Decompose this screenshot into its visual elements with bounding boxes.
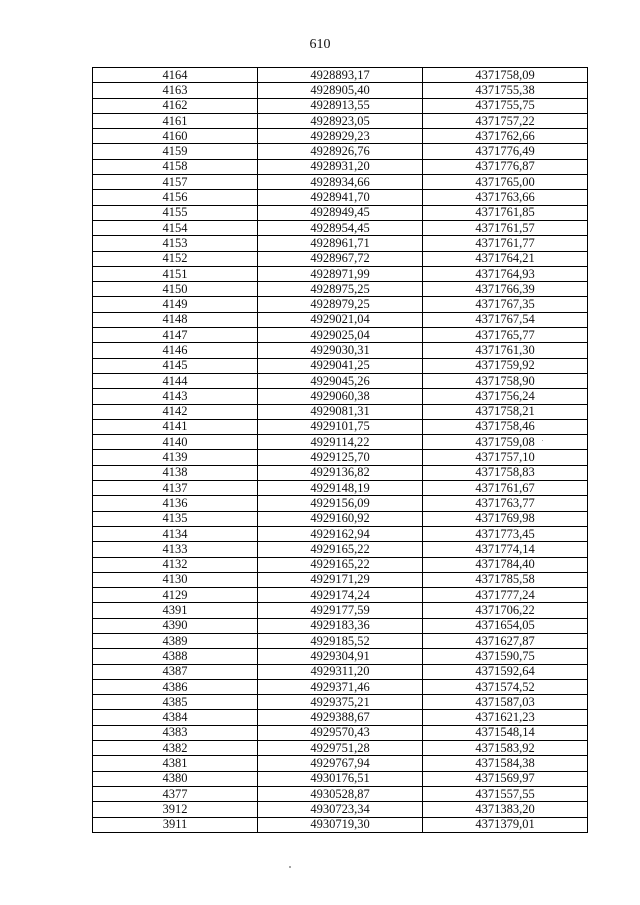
point-number-cell: 4383	[93, 725, 258, 740]
y-coordinate-cell: 4371590,75	[423, 649, 588, 664]
point-number-cell: 4388	[93, 649, 258, 664]
x-coordinate-cell: 4928931,20	[258, 159, 423, 174]
point-number-cell: 4158	[93, 159, 258, 174]
y-coordinate-cell: 4371583,92	[423, 741, 588, 756]
x-coordinate-cell: 4929165,22	[258, 542, 423, 557]
x-coordinate-cell: 4929060,38	[258, 389, 423, 404]
y-coordinate-cell: 4371548,14	[423, 725, 588, 740]
point-number-cell: 4133	[93, 542, 258, 557]
point-number-cell: 4145	[93, 358, 258, 373]
point-number-cell: 4380	[93, 771, 258, 786]
x-coordinate-cell: 4928975,25	[258, 282, 423, 297]
table-row	[93, 771, 588, 786]
x-coordinate-cell: 4928934,66	[258, 175, 423, 190]
table-row	[93, 328, 588, 343]
table-row	[93, 159, 588, 174]
y-coordinate-cell: 4371777,24	[423, 588, 588, 603]
y-coordinate-cell: 4371758,21	[423, 404, 588, 419]
y-coordinate-cell: 4371773,45	[423, 526, 588, 541]
table-row	[93, 511, 588, 526]
point-number-cell: 4153	[93, 236, 258, 251]
coordinates-table	[92, 67, 588, 833]
y-coordinate-cell: 4371757,22	[423, 113, 588, 128]
x-coordinate-cell: 4929165,22	[258, 557, 423, 572]
y-coordinate-cell: 4371767,35	[423, 297, 588, 312]
x-coordinate-cell: 4928954,45	[258, 220, 423, 235]
scan-speck	[289, 866, 291, 868]
table-row	[93, 144, 588, 159]
y-coordinate-cell: 4371765,00	[423, 175, 588, 190]
table-row	[93, 618, 588, 633]
x-coordinate-cell: 4928913,55	[258, 98, 423, 113]
y-coordinate-cell: 4371755,38	[423, 83, 588, 98]
y-coordinate-cell: 4371557,55	[423, 786, 588, 801]
y-coordinate-cell: 4371706,22	[423, 603, 588, 618]
table-row	[93, 496, 588, 511]
point-number-cell: 4164	[93, 68, 258, 83]
point-number-cell: 3911	[93, 817, 258, 832]
y-coordinate-cell: 4371762,66	[423, 129, 588, 144]
table-row	[93, 419, 588, 434]
x-coordinate-cell: 4929114,22	[258, 435, 423, 450]
y-coordinate-cell: 4371761,77	[423, 236, 588, 251]
x-coordinate-cell: 4929101,75	[258, 419, 423, 434]
x-coordinate-cell: 4929156,09	[258, 496, 423, 511]
x-coordinate-cell: 4929041,25	[258, 358, 423, 373]
table-row	[93, 343, 588, 358]
y-coordinate-cell: 4371785,58	[423, 572, 588, 587]
point-number-cell: 4137	[93, 481, 258, 496]
table-row	[93, 404, 588, 419]
point-number-cell: 4146	[93, 343, 258, 358]
table-row	[93, 389, 588, 404]
x-coordinate-cell: 4928979,25	[258, 297, 423, 312]
point-number-cell: 4162	[93, 98, 258, 113]
y-coordinate-cell: 4371761,57	[423, 220, 588, 235]
table-row	[93, 481, 588, 496]
x-coordinate-cell: 4929030,31	[258, 343, 423, 358]
y-coordinate-cell: 4371784,40	[423, 557, 588, 572]
x-coordinate-cell: 4929025,04	[258, 328, 423, 343]
x-coordinate-cell: 4928923,05	[258, 113, 423, 128]
point-number-cell: 4156	[93, 190, 258, 205]
table-row	[93, 205, 588, 220]
y-coordinate-cell: 4371587,03	[423, 695, 588, 710]
point-number-cell: 4151	[93, 266, 258, 281]
x-coordinate-cell: 4929388,67	[258, 710, 423, 725]
table-row	[93, 373, 588, 388]
y-coordinate-cell: 4371758,46	[423, 419, 588, 434]
y-coordinate-cell: 4371383,20	[423, 802, 588, 817]
y-coordinate-cell: 4371776,49	[423, 144, 588, 159]
x-coordinate-cell: 4929375,21	[258, 695, 423, 710]
table-row	[93, 450, 588, 465]
y-coordinate-cell: 4371569,97	[423, 771, 588, 786]
x-coordinate-cell: 4929183,36	[258, 618, 423, 633]
x-coordinate-cell: 4929304,91	[258, 649, 423, 664]
table-row	[93, 113, 588, 128]
table-row	[93, 220, 588, 235]
y-coordinate-cell: 4371763,77	[423, 496, 588, 511]
x-coordinate-cell: 4929751,28	[258, 741, 423, 756]
x-coordinate-cell: 4928967,72	[258, 251, 423, 266]
x-coordinate-cell: 4929160,92	[258, 511, 423, 526]
point-number-cell: 4149	[93, 297, 258, 312]
point-number-cell: 4150	[93, 282, 258, 297]
table-row	[93, 526, 588, 541]
y-coordinate-cell: 4371758,09	[423, 68, 588, 83]
table-row	[93, 633, 588, 648]
table-row	[93, 679, 588, 694]
table-row	[93, 557, 588, 572]
table-row	[93, 710, 588, 725]
point-number-cell: 4132	[93, 557, 258, 572]
point-number-cell: 4385	[93, 695, 258, 710]
y-coordinate-cell: 4371379,01	[423, 817, 588, 832]
table-row	[93, 603, 588, 618]
coordinates-table-body	[93, 68, 588, 833]
y-coordinate-cell: 4371776,87	[423, 159, 588, 174]
x-coordinate-cell: 4928926,76	[258, 144, 423, 159]
point-number-cell: 4135	[93, 511, 258, 526]
x-coordinate-cell: 4930723,34	[258, 802, 423, 817]
y-coordinate-cell: 4371766,39	[423, 282, 588, 297]
x-coordinate-cell: 4929185,52	[258, 633, 423, 648]
y-coordinate-cell: 4371759,92	[423, 358, 588, 373]
x-coordinate-cell: 4928929,23	[258, 129, 423, 144]
y-coordinate-cell: 4371574,52	[423, 679, 588, 694]
table-row	[93, 465, 588, 480]
table-row	[93, 664, 588, 679]
x-coordinate-cell: 4929177,59	[258, 603, 423, 618]
y-coordinate-cell: 4371654,05	[423, 618, 588, 633]
x-coordinate-cell: 4928971,99	[258, 266, 423, 281]
y-coordinate-cell: 4371763,66	[423, 190, 588, 205]
table-row	[93, 68, 588, 83]
point-number-cell: 4154	[93, 220, 258, 235]
table-row	[93, 725, 588, 740]
table-row	[93, 282, 588, 297]
x-coordinate-cell: 4929371,46	[258, 679, 423, 694]
x-coordinate-cell: 4930176,51	[258, 771, 423, 786]
table-row	[93, 695, 588, 710]
point-number-cell: 4141	[93, 419, 258, 434]
y-coordinate-cell: 4371755,75	[423, 98, 588, 113]
y-coordinate-cell: 4371761,85	[423, 205, 588, 220]
y-coordinate-cell: 4371769,98	[423, 511, 588, 526]
point-number-cell: 4155	[93, 205, 258, 220]
table-row	[93, 572, 588, 587]
y-coordinate-cell: 4371761,67	[423, 481, 588, 496]
x-coordinate-cell: 4930719,30	[258, 817, 423, 832]
point-number-cell: 4152	[93, 251, 258, 266]
table-row	[93, 297, 588, 312]
y-coordinate-cell: 4371592,64	[423, 664, 588, 679]
table-row	[93, 83, 588, 98]
x-coordinate-cell: 4929162,94	[258, 526, 423, 541]
point-number-cell: 4390	[93, 618, 258, 633]
point-number-cell: 4136	[93, 496, 258, 511]
point-number-cell: 3912	[93, 802, 258, 817]
point-number-cell: 4159	[93, 144, 258, 159]
point-number-cell: 4134	[93, 526, 258, 541]
point-number-cell: 4144	[93, 373, 258, 388]
y-coordinate-cell: 4371584,38	[423, 756, 588, 771]
x-coordinate-cell: 4929311,20	[258, 664, 423, 679]
point-number-cell: 4161	[93, 113, 258, 128]
point-number-cell: 4147	[93, 328, 258, 343]
table-row	[93, 786, 588, 801]
x-coordinate-cell: 4928905,40	[258, 83, 423, 98]
point-number-cell: 4160	[93, 129, 258, 144]
table-row	[93, 251, 588, 266]
y-coordinate-cell: 4371764,21	[423, 251, 588, 266]
y-coordinate-cell: 4371765,77	[423, 328, 588, 343]
table-row	[93, 175, 588, 190]
x-coordinate-cell: 4929767,94	[258, 756, 423, 771]
table-row	[93, 358, 588, 373]
point-number-cell: 4389	[93, 633, 258, 648]
y-coordinate-cell: 4371764,93	[423, 266, 588, 281]
point-number-cell: 4138	[93, 465, 258, 480]
point-number-cell: 4148	[93, 312, 258, 327]
point-number-cell: 4377	[93, 786, 258, 801]
table-row	[93, 741, 588, 756]
table-row	[93, 817, 588, 832]
y-coordinate-cell: 4371774,14	[423, 542, 588, 557]
y-coordinate-cell: 4371767,54	[423, 312, 588, 327]
x-coordinate-cell: 4929125,70	[258, 450, 423, 465]
x-coordinate-cell: 4929570,43	[258, 725, 423, 740]
table-row	[93, 129, 588, 144]
y-coordinate-cell: 4371627,87	[423, 633, 588, 648]
x-coordinate-cell: 4929174,24	[258, 588, 423, 603]
x-coordinate-cell: 4929171,29	[258, 572, 423, 587]
x-coordinate-cell: 4928941,70	[258, 190, 423, 205]
y-coordinate-cell: 4371758,90	[423, 373, 588, 388]
table-row	[93, 542, 588, 557]
y-coordinate-cell: 4371757,10	[423, 450, 588, 465]
table-row	[93, 802, 588, 817]
point-number-cell: 4142	[93, 404, 258, 419]
y-coordinate-cell: 4371756,24	[423, 389, 588, 404]
point-number-cell: 4139	[93, 450, 258, 465]
y-coordinate-cell: 4371759,08	[423, 435, 588, 450]
scan-speck	[542, 440, 543, 441]
table-row	[93, 236, 588, 251]
point-number-cell: 4157	[93, 175, 258, 190]
x-coordinate-cell: 4928961,71	[258, 236, 423, 251]
x-coordinate-cell: 4929136,82	[258, 465, 423, 480]
x-coordinate-cell: 4930528,87	[258, 786, 423, 801]
table-row	[93, 98, 588, 113]
page-number: 610	[309, 37, 331, 52]
table-row	[93, 756, 588, 771]
point-number-cell: 4143	[93, 389, 258, 404]
x-coordinate-cell: 4929081,31	[258, 404, 423, 419]
point-number-cell: 4382	[93, 741, 258, 756]
x-coordinate-cell: 4929021,04	[258, 312, 423, 327]
x-coordinate-cell: 4928893,17	[258, 68, 423, 83]
point-number-cell: 4384	[93, 710, 258, 725]
x-coordinate-cell: 4928949,45	[258, 205, 423, 220]
point-number-cell: 4140	[93, 435, 258, 450]
y-coordinate-cell: 4371761,30	[423, 343, 588, 358]
table-row	[93, 649, 588, 664]
x-coordinate-cell: 4929148,19	[258, 481, 423, 496]
point-number-cell: 4386	[93, 679, 258, 694]
y-coordinate-cell: 4371621,23	[423, 710, 588, 725]
table-row	[93, 312, 588, 327]
table-row	[93, 266, 588, 281]
table-row	[93, 588, 588, 603]
point-number-cell: 4381	[93, 756, 258, 771]
table-row	[93, 435, 588, 450]
y-coordinate-cell: 4371758,83	[423, 465, 588, 480]
table-row	[93, 190, 588, 205]
point-number-cell: 4129	[93, 588, 258, 603]
point-number-cell: 4391	[93, 603, 258, 618]
point-number-cell: 4130	[93, 572, 258, 587]
point-number-cell: 4387	[93, 664, 258, 679]
point-number-cell: 4163	[93, 83, 258, 98]
x-coordinate-cell: 4929045,26	[258, 373, 423, 388]
